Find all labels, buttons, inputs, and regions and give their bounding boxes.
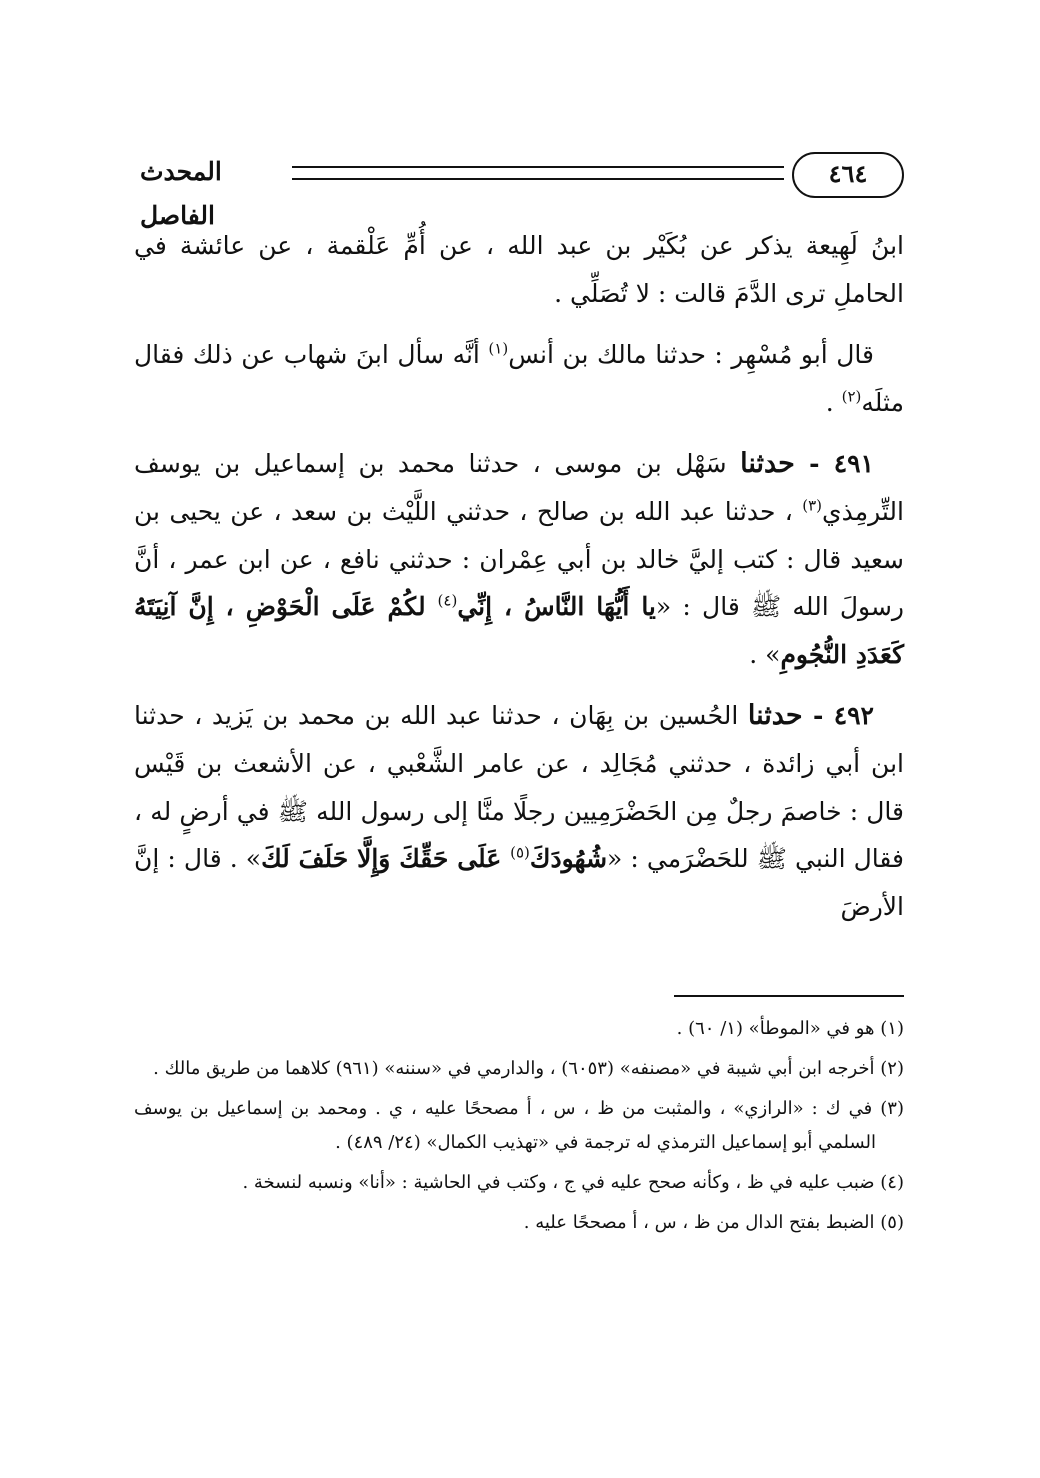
paragraph-continuation [134,222,904,317]
paragraph-text: قال أبو مُسْهِر : حدثنا مالك بن أنس [508,340,874,370]
footnote-ref-2[interactable]: (٢) [841,387,862,406]
hadith-491 [134,440,904,678]
hadith-number: ٤٩٢ - [802,701,874,731]
page-header [140,150,904,230]
prophetic-speech: عَلَى حَقِّكَ وَإِلَّا حَلَفَ لَكَ [261,844,511,874]
footnote-2: (٢) أخرجه ابن أبي شيبة في «مصنفه» (٦٠٥٣) ، والدارمي في «سننه» (٩٦١) كلاهما من طريق مالك . [153,1058,904,1079]
prophetic-speech: لكُمْ عَلَى الْحَوْضِ ، إِنَّ آنِيَتَهُ كَعَدَدِ النُّجُومِ [134,592,904,669]
page-number: ٤٦٤ [792,152,904,198]
haddathana-word: حدثنا [740,448,795,480]
paragraph-text: » . قال : إنَّ الأرضَ [134,844,904,921]
header-double-rule [292,166,784,180]
hadith-492 [134,692,904,930]
prophetic-speech: شُهُودَكَ [529,844,608,874]
footnote-1: (١) هو في «الموطأ» (١/ ٦٠) . [676,1018,904,1039]
paragraph-abu-mushir [134,331,904,426]
hadith-number: ٤٩١ - [794,449,874,479]
main-text [134,222,904,944]
footnotes [134,1012,904,1246]
footnote-ref-3[interactable]: (٣) [802,496,823,515]
isnad-text: سَهْل بن موسى ، حدثنا محمد بن إسماعيل بن يوسف التِّرمِذي [134,449,904,526]
footnote-separator [674,995,904,997]
paragraph-text: . [825,387,842,417]
footnote-5: (٥) الضبط بفتح الدال من ظ ، س ، أ مصححًا عليه . [523,1212,904,1233]
prophetic-speech: يا أَيُّهَا النَّاسُ ، إِنِّي [457,592,656,622]
closing-quote: » . [749,639,781,669]
paragraph-text: ابنُ لَهِيعة يذكر عن بُكَيْر بن عبد الله ، عن أُمِّ عَلْقمة ، عن عائشة في الحاملِ ترى الدَّمَ قالت : لا تُصَلِّي . [134,231,904,308]
footnote-ref-1[interactable]: (١) [488,339,509,358]
haddathana-word: حدثنا [747,700,803,732]
footnote-3: (٣) في ك : «الرازي» ، والمثبت من ظ ، س ، أ مصححًا عليه ، ي . ومحمد بن إسماعيل بن يوسف السلمي أبو إسماعيل الترمذي له ترجمة في «تهذيب الكمال» (٢٤/ ٤٨٩) . [134,1098,904,1153]
paragraph-text: أنَّه سأل ابنَ شهاب عن ذلك فقال مثلَه [134,340,904,417]
footnote-4: (٤) ضبب عليه في ظ ، وكأنه صحح عليه في ج ، وكتب في الحاشية : «أنا» ونسبه لنسخة . [242,1172,904,1193]
footnote-ref-5[interactable]: (٥) [510,843,530,862]
footnote-ref-4[interactable]: (٤) [437,591,458,610]
book-title: المحدث الفاصل [140,157,222,230]
isnad-text: ، حدثنا عبد الله بن صالح ، حدثني اللَّيْث بن سعد ، عن يحيى بن سعيد قال : كتب إليَّ خالد بن أبي عِمْران : حدثني نافع ، عن ابن عمر ، أنَّ رسولَ الله ﷺ قال : « [134,496,904,622]
isnad-text: الحُسين بن بِهَان ، حدثنا عبد الله بن محمد بن يَزيد ، حدثنا ابن أبي زائدة ، حدثني مُجَالِد ، عن عامر الشَّعْبي ، عن الأشعث بن قَيْس قال : خاصمَ رجلٌ مِن الحَضْرَمِيين رجلًا منَّا إلى رسول الله ﷺ في أرضٍ له ، فقال النبي ﷺ للحَضْرَمي : « [134,701,904,874]
